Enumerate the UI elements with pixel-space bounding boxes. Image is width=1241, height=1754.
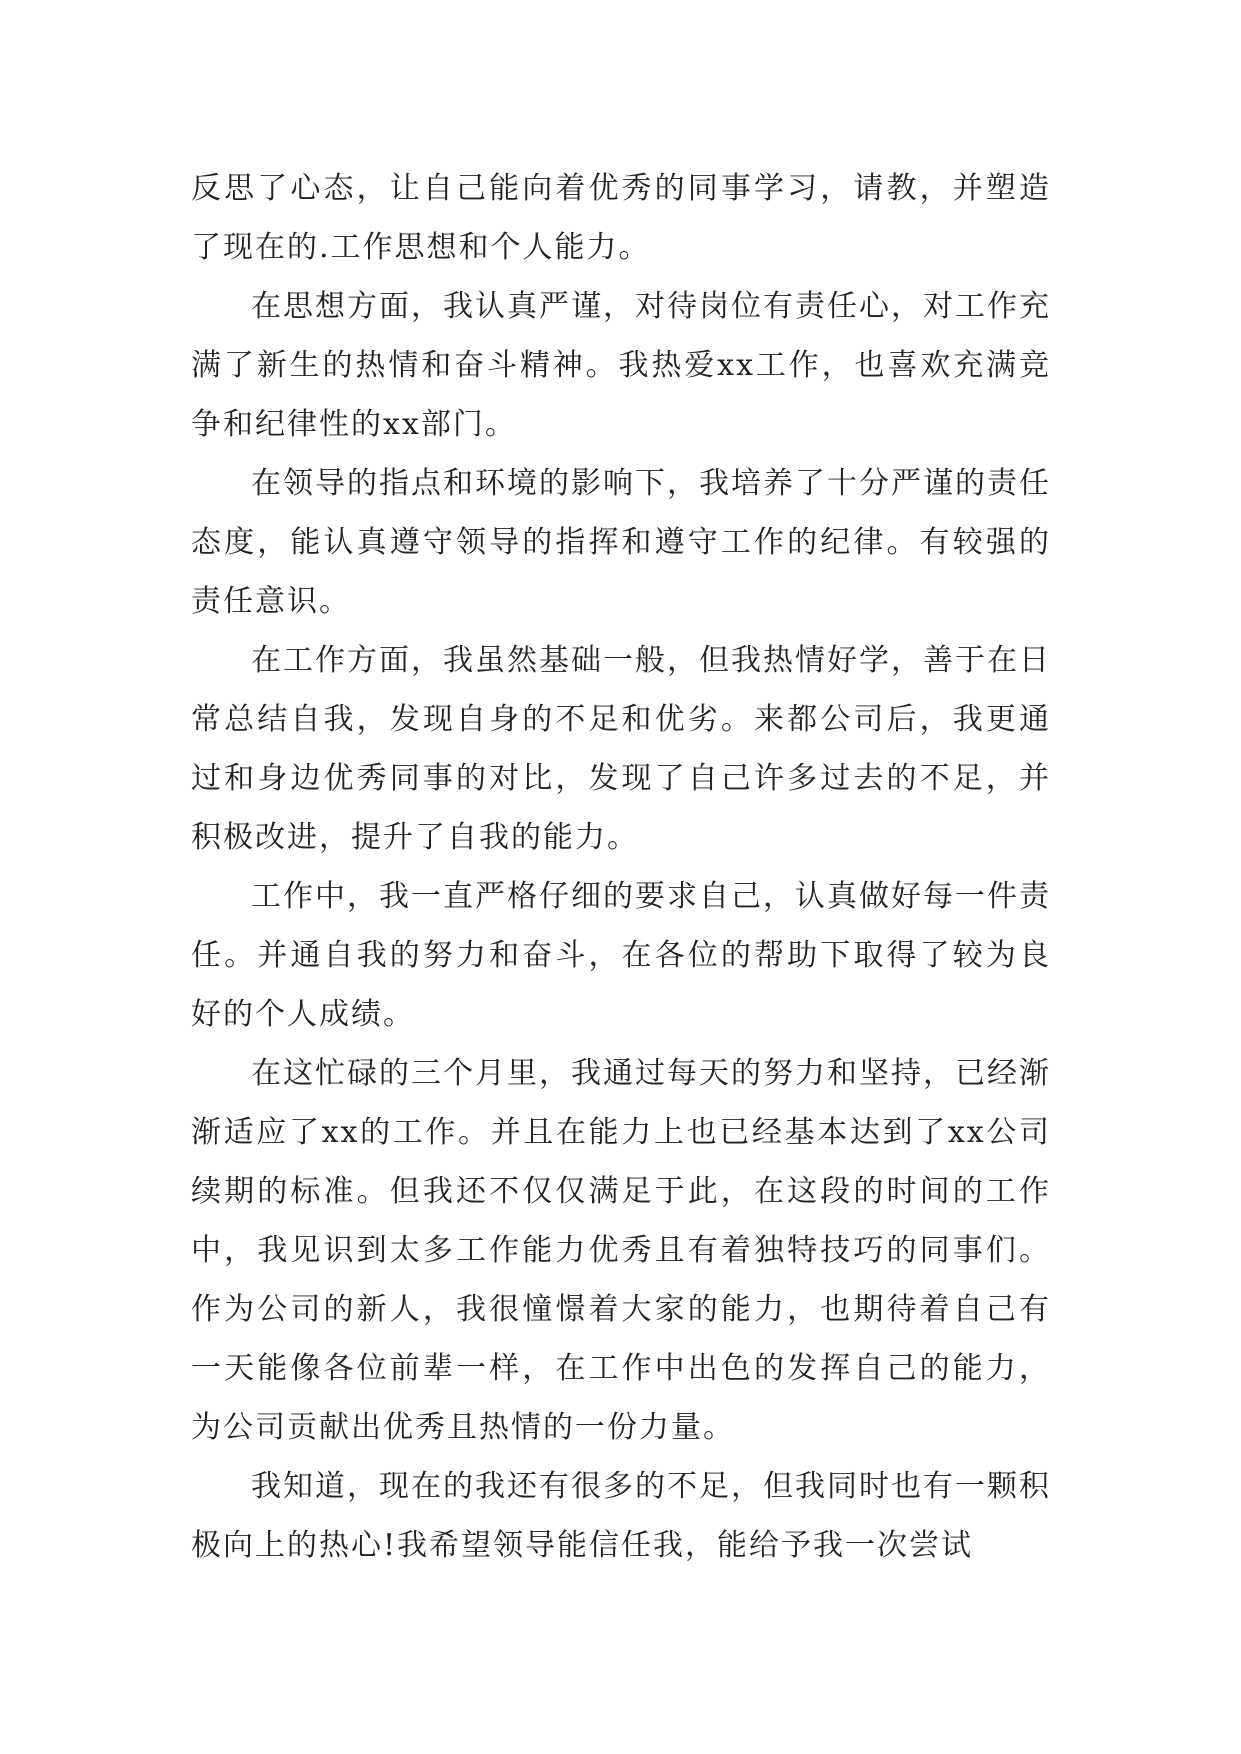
paragraph-2: 在思想方面，我认真严谨，对待岗位有责任心，对工作充满了新生的热情和奋斗精神。我热爱xx工作，也喜欢充满竞争和纪律性的xx部门。 <box>191 289 1051 442</box>
paragraph-5: 工作中，我一直严格仔细的要求自己，认真做好每一件责任。并通自我的努力和奋斗，在各位的帮助下取得了较为良好的个人成绩。 <box>191 879 1051 1032</box>
paragraph-3: 在领导的指点和环境的影响下，我培养了十分严谨的责任态度，能认真遵守领导的指挥和遵守工作的纪律。有较强的责任意识。 <box>191 466 1051 619</box>
paragraph-6: 在这忙碌的三个月里，我通过每天的努力和坚持，已经渐渐适应了xx的工作。并且在能力上也已经基本达到了xx公司续期的标准。但我还不仅仅满足于此，在这段的时间的工作中，我见识到太多工作能力优秀且有着独特技巧的同事们。作为公司的新人，我很憧憬着大家的能力，也期待着自己有一天能像各位前辈一样，在工作中出色的发挥自己的能力，为公司贡献出优秀且热情的一份力量。 <box>191 1056 1051 1445</box>
document-body <box>191 159 1051 1575</box>
paragraph-1: 反思了心态，让自己能向着优秀的同事学习，请教，并塑造了现在的.工作思想和个人能力。 <box>191 171 1051 265</box>
paragraph-4: 在工作方面，我虽然基础一般，但我热情好学，善于在日常总结自我，发现自身的不足和优劣。来都公司后，我更通过和身边优秀同事的对比，发现了自己许多过去的不足，并积极改进，提升了自我的能力。 <box>191 643 1051 855</box>
paragraph-7: 我知道，现在的我还有很多的不足，但我同时也有一颗积极向上的热心!我希望领导能信任我，能给予我一次尝试 <box>191 1469 1051 1563</box>
